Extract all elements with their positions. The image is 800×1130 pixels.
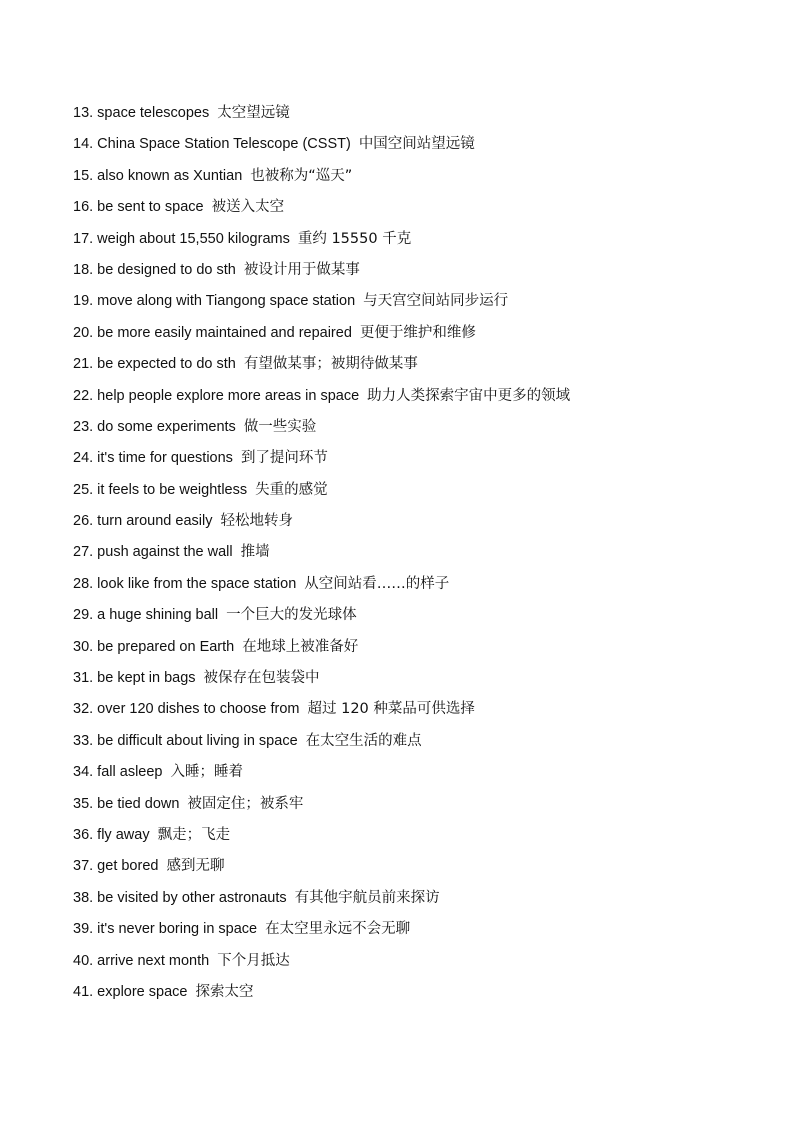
english-phrase: 35. be tied down <box>73 795 180 812</box>
chinese-translation: 有望做某事；被期待做某事 <box>243 356 418 373</box>
chinese-translation: 重约 15550 千克 <box>297 230 412 247</box>
chinese-translation: 在地球上被准备好 <box>242 638 359 655</box>
list-item <box>73 854 570 885</box>
list-item <box>73 195 570 226</box>
chinese-translation: 有其他宇航员前来探访 <box>294 889 440 906</box>
list-item <box>73 949 570 980</box>
chinese-translation: 被固定住；被系牢 <box>187 795 304 812</box>
list-item <box>73 729 570 760</box>
english-phrase: 25. it feels to be weightless <box>73 481 248 498</box>
english-phrase: 28. look like from the space station <box>73 575 297 592</box>
list-item <box>73 980 570 1011</box>
english-phrase: 37. get bored <box>73 858 159 875</box>
chinese-translation: 在太空里永远不会无聊 <box>265 921 411 938</box>
english-phrase: 29. a huge shining ball <box>73 607 219 624</box>
list-item <box>73 572 570 603</box>
list-item <box>73 886 570 917</box>
chinese-translation: 也被称为“巡天” <box>250 167 353 184</box>
chinese-translation: 中国空间站望远镜 <box>358 136 475 153</box>
english-phrase: 22. help people explore more areas in space <box>73 387 360 404</box>
list-item <box>73 666 570 697</box>
english-phrase: 40. arrive next month <box>73 952 210 969</box>
chinese-translation: 下个月抵达 <box>217 952 290 969</box>
list-item <box>73 227 570 258</box>
chinese-translation: 到了提问环节 <box>240 450 328 467</box>
english-phrase: 38. be visited by other astronauts <box>73 889 287 906</box>
list-item <box>73 603 570 634</box>
list-item <box>73 289 570 320</box>
chinese-translation: 太空望远镜 <box>217 105 290 121</box>
chinese-translation: 更便于维护和维修 <box>359 324 476 341</box>
list-item <box>73 164 570 195</box>
chinese-translation: 被设计用于做某事 <box>243 261 360 278</box>
chinese-translation: 入睡；睡着 <box>170 764 243 781</box>
list-item <box>73 509 570 540</box>
chinese-translation: 被保存在包装袋中 <box>203 670 320 687</box>
list-item <box>73 384 570 415</box>
english-phrase: 34. fall asleep <box>73 764 163 781</box>
list-item <box>73 635 570 666</box>
chinese-translation: 推墙 <box>240 544 270 561</box>
list-item <box>73 352 570 383</box>
english-phrase: 24. it's time for questions <box>73 450 233 467</box>
english-phrase: 21. be expected to do sth <box>73 356 236 373</box>
chinese-translation: 失重的感觉 <box>255 481 328 498</box>
chinese-translation: 做一些实验 <box>243 418 317 435</box>
chinese-translation: 在太空生活的难点 <box>305 732 422 749</box>
list-item <box>73 823 570 854</box>
list-item <box>73 446 570 477</box>
chinese-translation: 从空间站看……的样子 <box>304 575 450 592</box>
list-item <box>73 415 570 446</box>
english-phrase: 13. space telescopes <box>73 105 210 121</box>
english-phrase: 18. be designed to do sth <box>73 261 236 278</box>
english-phrase: 39. it's never boring in space <box>73 921 258 938</box>
english-phrase: 23. do some experiments <box>73 418 236 435</box>
list-item <box>73 258 570 289</box>
list-item <box>73 132 570 163</box>
list-item <box>73 478 570 509</box>
chinese-translation: 轻松地转身 <box>220 513 293 530</box>
chinese-translation: 被送入太空 <box>211 199 285 216</box>
english-phrase: 36. fly away <box>73 826 150 843</box>
english-phrase: 33. be difficult about living in space <box>73 732 298 749</box>
english-phrase: 15. also known as Xuntian <box>73 167 243 184</box>
english-phrase: 30. be prepared on Earth <box>73 638 235 655</box>
english-phrase: 19. move along with Tiangong space station <box>73 293 356 310</box>
chinese-translation: 助力人类探索宇宙中更多的领域 <box>367 387 571 404</box>
english-phrase: 16. be sent to space <box>73 199 204 216</box>
english-phrase: 32. over 120 dishes to choose from <box>73 701 300 718</box>
list-item <box>73 101 570 132</box>
list-item <box>73 321 570 352</box>
english-phrase: 27. push against the wall <box>73 544 233 561</box>
english-phrase: 14. China Space Station Telescope (CSST) <box>73 136 351 153</box>
phrase-list <box>73 101 570 1011</box>
chinese-translation: 感到无聊 <box>166 858 225 875</box>
list-item <box>73 760 570 791</box>
english-phrase: 26. turn around easily <box>73 513 213 530</box>
english-phrase: 17. weigh about 15,550 kilograms <box>73 230 290 247</box>
english-phrase: 31. be kept in bags <box>73 670 196 687</box>
chinese-translation: 一个巨大的发光球体 <box>226 607 357 624</box>
list-item <box>73 792 570 823</box>
chinese-translation: 飘走；飞走 <box>157 826 231 843</box>
english-phrase: 41. explore space <box>73 983 188 1000</box>
chinese-translation: 探索太空 <box>195 983 254 1000</box>
chinese-translation: 超过 120 种菜品可供选择 <box>307 701 475 718</box>
list-item <box>73 540 570 571</box>
list-item <box>73 917 570 948</box>
chinese-translation: 与天宫空间站同步运行 <box>363 293 509 310</box>
english-phrase: 20. be more easily maintained and repaired <box>73 324 352 341</box>
list-item <box>73 697 570 728</box>
